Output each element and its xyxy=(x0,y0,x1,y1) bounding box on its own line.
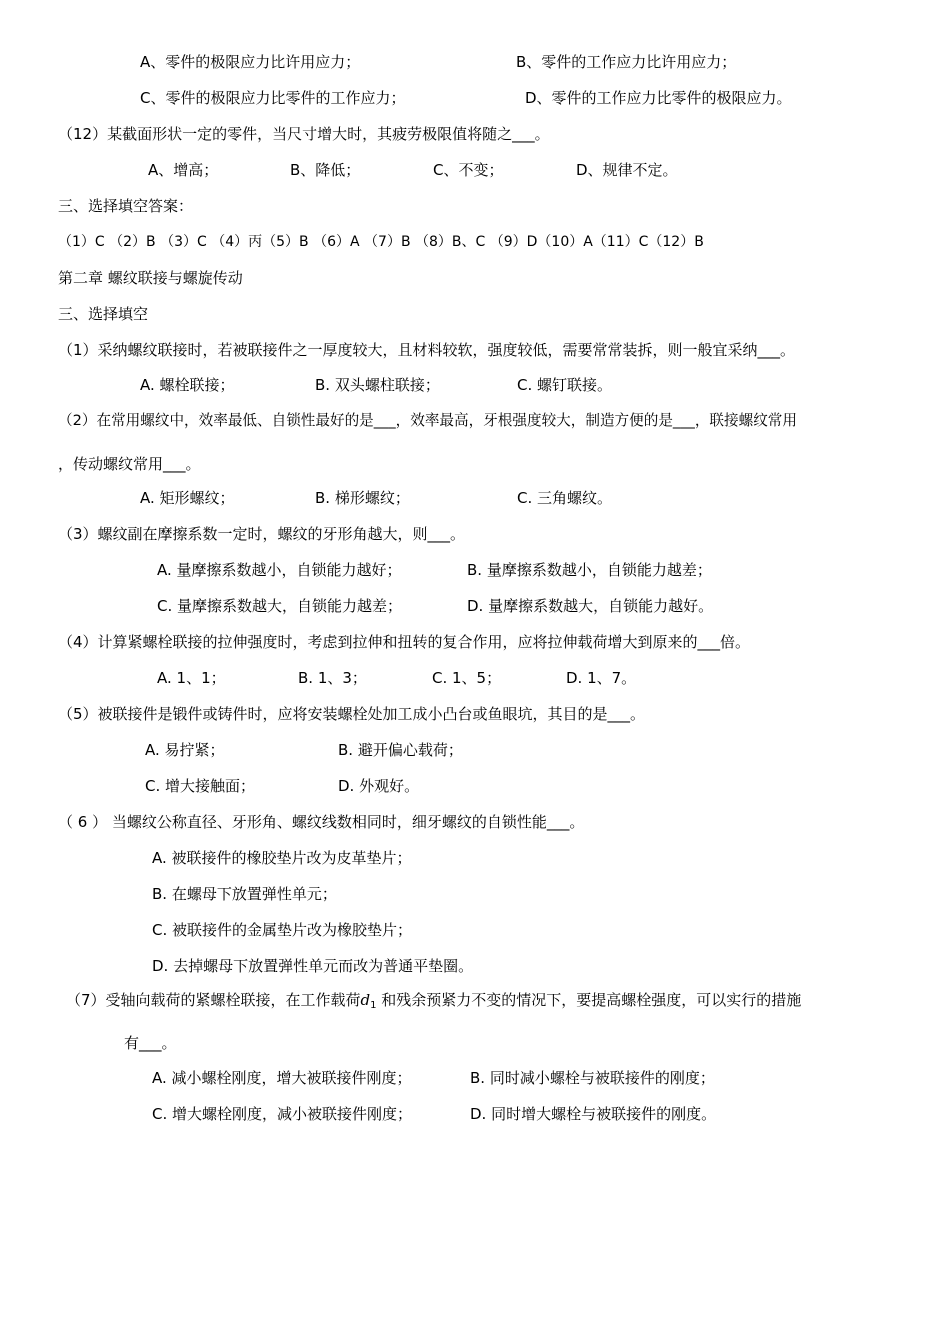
q6-option-b: B. 在螺母下放置弹性单元； xyxy=(152,885,337,903)
q11-option-a: A、零件的极限应力比许用应力； xyxy=(140,53,361,71)
q2-option-a: A. 矩形螺纹； xyxy=(140,489,235,507)
q2-stem-line2: ，传动螺纹常用___。 xyxy=(58,455,201,473)
q12-option-b: B、降低； xyxy=(290,161,361,179)
q6-stem: （ 6 ） 当螺纹公称直径、牙形角、螺纹线数相同时，细牙螺纹的自锁性能___。 xyxy=(58,813,585,831)
q4-option-d: D. 1、7。 xyxy=(566,669,637,687)
q4-option-b: B. 1、3； xyxy=(298,669,367,687)
q7-option-d: D. 同时增大螺栓与被联接件的刚度。 xyxy=(470,1105,717,1123)
q7-load-symbol: d xyxy=(360,991,371,1009)
answers-heading: 三、选择填空答案： xyxy=(58,197,194,215)
q5-option-c: C. 增大接触面； xyxy=(145,777,256,795)
q1-stem: （1）采纳螺纹联接时，若被联接件之一厚度较大，且材料较软，强度较低，需要常常装拆，则一般宜采纳___。 xyxy=(58,341,796,359)
q5-option-a: A. 易拧紧； xyxy=(145,741,225,759)
q12-option-c: C、不变； xyxy=(433,161,504,179)
q6-option-a: A. 被联接件的橡胶垫片改为皮革垫片； xyxy=(152,849,412,867)
section-title: 三、选择填空 xyxy=(58,305,149,323)
q11-option-c: C、零件的极限应力比零件的工作应力； xyxy=(140,89,406,107)
q3-option-a: A. 量摩擦系数越小，自锁能力越好； xyxy=(157,561,402,579)
chapter-title: 第二章 螺纹联接与螺旋传动 xyxy=(58,269,243,287)
q6-option-c: C. 被联接件的金属垫片改为橡胶垫片； xyxy=(152,921,413,939)
q5-option-b: B. 避开偏心载荷； xyxy=(338,741,463,759)
answers-line: （1）C （2）B （3）C （4）丙（5）B （6）A （7）B （8）B、C （9）D（10）A（11）C（12）B xyxy=(58,234,704,250)
q7-option-c: C. 增大螺栓刚度，减小被联接件刚度； xyxy=(152,1105,413,1123)
q12-option-d: D、规律不定。 xyxy=(576,161,678,179)
q3-stem: （3）螺纹副在摩擦系数一定时，螺纹的牙形角越大，则___。 xyxy=(58,525,466,543)
q7-stem-line1 xyxy=(66,990,801,1016)
q3-option-d: D. 量摩擦系数越大，自锁能力越好。 xyxy=(467,597,714,615)
q5-stem: （5）被联接件是锻件或铸件时，应将安装螺栓处加工成小凸台或鱼眼坑，其目的是___。 xyxy=(58,705,646,723)
q7-stem-line2: 有___。 xyxy=(124,1034,177,1052)
q7-load-symbol-subscript: 1 xyxy=(370,1000,377,1011)
q6-option-d: D. 去掉螺母下放置弹性单元而改为普通平垫圈。 xyxy=(152,957,474,975)
q2-option-c: C. 三角螺纹。 xyxy=(517,489,613,507)
q7-option-a: A. 减小螺栓刚度，增大被联接件刚度； xyxy=(152,1069,412,1087)
q3-option-b: B. 量摩擦系数越小，自锁能力越差； xyxy=(467,561,712,579)
q4-option-c: C. 1、5； xyxy=(432,669,502,687)
q7-option-b: B. 同时减小螺栓与被联接件的刚度； xyxy=(470,1069,715,1087)
q2-stem-line1: （2）在常用螺纹中，效率最低、自锁性最好的是___，效率最高，牙根强度较大，制造方便的是___，联接螺纹常用 xyxy=(58,412,797,429)
q1-option-b: B. 双头螺柱联接； xyxy=(315,376,440,394)
q12-stem: （12）某截面形状一定的零件，当尺寸增大时，其疲劳极限值将随之___。 xyxy=(58,125,550,143)
q7-stem-pre: （7）受轴向载荷的紧螺栓联接，在工作载荷 xyxy=(66,991,361,1009)
q3-option-c: C. 量摩擦系数越大，自锁能力越差； xyxy=(157,597,403,615)
q1-option-a: A. 螺栓联接； xyxy=(140,376,235,394)
q7-stem-post: 和残余预紧力不变的情况下，要提高螺栓强度，可以实行的措施 xyxy=(376,991,802,1009)
q11-option-d: D、零件的工作应力比零件的极限应力。 xyxy=(525,89,792,107)
q2-option-b: B. 梯形螺纹； xyxy=(315,489,410,507)
q4-stem: （4）计算紧螺栓联接的拉伸强度时，考虑到拉伸和扭转的复合作用，应将拉伸载荷增大到原来的___倍。 xyxy=(58,633,751,651)
q5-option-d: D. 外观好。 xyxy=(338,777,420,795)
q12-option-a: A、增高； xyxy=(148,161,219,179)
q1-option-c: C. 螺钉联接。 xyxy=(517,376,613,394)
q4-option-a: A. 1、1； xyxy=(157,669,226,687)
q11-option-b: B、零件的工作应力比许用应力； xyxy=(516,53,737,71)
